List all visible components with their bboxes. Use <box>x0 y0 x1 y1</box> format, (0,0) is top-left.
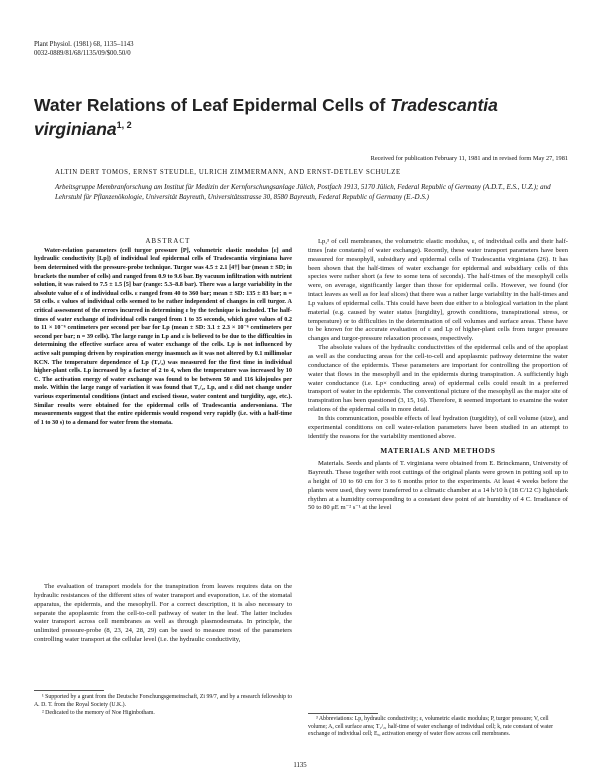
footnote-1: ¹ Supported by a grant from the Deutsche Forschungsgemeinschaft, Zi 99/7, and by a research fellowship to A. D. T. from the Royal Society (U.K.). <box>34 694 292 708</box>
footnote-3: ³ Abbreviations: Lp, hydraulic conductivity; ε, volumetric elastic modulus; P, turgor pressure; V, cell volume; A, cell surface area; T₁/₂, half-time of water exchange of individual cell; k, rate constant of water exchange of individual cell; Eₐ, activation energy of water flow across cell membranes. <box>308 716 554 738</box>
left-column <box>34 238 292 427</box>
title-genus: Tradescantia <box>390 95 498 115</box>
received-date: Received for publication February 11, 1981 and in revised form May 27, 1981 <box>370 155 568 162</box>
journal-code: 0032-0889/81/68/1135/09/$00.50/0 <box>34 50 131 57</box>
title-species: virginiana <box>34 119 117 139</box>
footnote-rule <box>34 690 104 691</box>
footnotes-right <box>308 716 568 740</box>
paper-title <box>34 93 574 141</box>
title-footnote-marks: 1, 2 <box>116 120 132 131</box>
intro-paragraph: The evaluation of transport models for the transpiration from leaves requires data on the hydraulic resistances of the different sites of water transport and evaporation, i.e. of the stomatal apparatus, the epidermis, and the mesophyll. For a correct description, it is also necessary to separate the apoplasmic from the cell-to-cell pathway of water in the leaf. The latter includes water transport across cell membranes as well as through plasmodesmata. In principle, the unlimited pressure-probe (8, 23, 24, 28, 29) can be used to measure most of the parameters controlling water transport at the cellular level (i.e. the hydraulic conductivity, <box>34 583 292 644</box>
page-number: 1135 <box>293 762 307 769</box>
body-paragraph: The absolute values of the hydraulic conductivities of the epidermal cells and of the apoplast as well as the conducting areas for the cell-to-cell and apoplasmic pathway determine the water conductance of the epidermis. These parameters are important for controlling the proportion of water that flows in the mesophyll and in the epidermis during transpiration. A sufficiently high water conductance (i.e. Lp× conducting area) of epidermal cells could result in a preferred transport of water in the epidermis. The conventional picture of the mesophyll as the major site of transpiration has been questioned (3, 15, 16). Therefore, it seemed important to examine the water relations of the epidermal cells in more detail. <box>308 344 568 414</box>
section-heading-methods: MATERIALS AND METHODS <box>380 447 496 456</box>
footnotes-left <box>34 694 292 719</box>
body-paragraph: In this communication, possible effects of leaf hydration (turgidity), of cell volume (size), and experimental conditions on cell water-relation parameters have been studied in an attempt to identify the reasons for the variability mentioned above. <box>308 414 568 440</box>
footnote-2: ² Dedicated to the memory of Noe Higinbotham. <box>42 710 155 717</box>
title-main: Water Relations of Leaf Epidermal Cells of <box>34 95 391 115</box>
right-column <box>308 238 568 513</box>
journal-header <box>34 40 134 58</box>
author-list: ALTIN DERT TOMOS, ERNST STEUDLE, ULRICH ZIMMERMANN, AND ERNST-DETLEV SCHULZE <box>55 169 401 176</box>
affiliations: Arbeitsgruppe Membranforschung am Institut für Medizin der Kernforschungsanlage Jülich, Postfach 1913, 5170 Jülich, Federal Republic of Germany (A.D.T., E.S., U.Z.); and Lehrstuhl für Pflanzenökologie, Universität Bayreuth, Universitätsstrasse 30, 8580 Bayreuth, Federal Republic of Germany (E.-D.S.) <box>55 183 551 201</box>
journal-citation: Plant Physiol. (1981) 68, 1135–1143 <box>34 41 134 48</box>
abstract-heading: ABSTRACT <box>145 238 191 245</box>
abstract-text: Water-relation parameters (cell turgor pressure [P], volumetric elastic modulus [ε] and hydraulic conductivity [Lp]) of individual leaf epidermal cells of Tradescantia virginiana have been determined with the pressure-probe technique. Turgor was 4.5 ± 2.1 [4†] bar (mean ± SD; in brackets the number of cells) and ranged from 0.9 to 9.6 bar. By vacuum infiltration with nutrient solution, it was raised to 7.5 ± 1.5 [5] bar (range: 5.3–8.8 bar). There was a large variability in the absolute value of ε of individual cells. ε ranged from 40 to 360 bar; mean ± SD: 135 ± 83 bar; n = 58 cells. ε values of individual cells seemed to be rather independent of changes in cell turgor. A critical assessment of the errors incurred in determining ε by the technique is included. The half-times of water exchange of individual cells ranged from 1 to 35 seconds, which gave values of 0.2 to 11 × 10⁻⁶ centimeters per second per bar for Lp (mean ± SD: 3.1 ± 2.3 × 10⁻⁶ centimeters per second per bar; n = 39 cells). The large range in Lp and ε is believed to be due to the difficulties in determining the effective surface area of water exchange of the cells. Lp is not influenced by active salt pumping driven by respiration energy inasmuch as it was not altered by 0.1 millimolar KCN. The temperature dependence of Lp (T₁/₂) was measured for the first time in individual higher-plant cells. Lp increased by a factor of 2 to 4, when the temperature was increased by 10 C. The activation energy of water exchange was found to be between 50 and 116 kilojoules per mole. Within the large range of variation it was found that T₁/₂, Lp, and ε did not change under various experimental conditions (intact and excised tissue, water content and turgidity, age, etc.). Similar results were obtained for the epidermal cells of Tradescantia andersoniana. The measurements suggest that the entire epidermis would respond very rapidly (i.e. with a half-time of 1 to 30 s) to a demand for water from the stomata. <box>34 246 292 426</box>
body-paragraph: Lp,³ of cell membranes, the volumetric elastic modulus, ε, of individual cells and their half-times [rate constants] of water exchange). Recently, these water transport parameters have been measured for mesophyll, subsidiary and epidermal cells of Tradescantia virginiana (26). It has been shown that the half-times of water exchange for epidermal and subsidiary cells of this species were rather short (a few to some tens of seconds). The half-times of the mesophyll cells were, on average, significantly larger than those for epidermal cells. However, we found (for intact leaves as well as for leaf slices) that there was a rather large variability in the half-times and Lp values of epidermal cells. This could have been due either to a biological variation in the plant material (e.g. caused by water status [turgidity], growth conditions, transpirational stress, or temperature) or to difficulties in the determination of cell volumes and surface areas. These have to be known for the accurate evaluation of ε and Lp of higher-plant cells from turgor pressure changes and turgor-pressure relaxation processes, respectively. <box>308 238 568 343</box>
abstract <box>34 247 292 427</box>
methods-paragraph: Materials. Seeds and plants of T. virginiana were obtained from E. Brinckmann, University of Bayreuth. These together with root cuttings of the original plants were grown in potting soil up to a height of 10 to 60 cm for 3 to 6 months prior to the experiments. At least 4 weeks before the plants were used, they were transferred to a climatic chamber at a 14 h/10 h (18 C/12 C) light/dark rhythm at a humidity corresponding to a constant dew point of air humidity of 4 C. Irradiance of 50 to 80 μE m⁻² s⁻¹ at the level <box>308 460 568 512</box>
footnote-rule-right <box>308 713 378 714</box>
intro-column-left <box>34 583 292 645</box>
